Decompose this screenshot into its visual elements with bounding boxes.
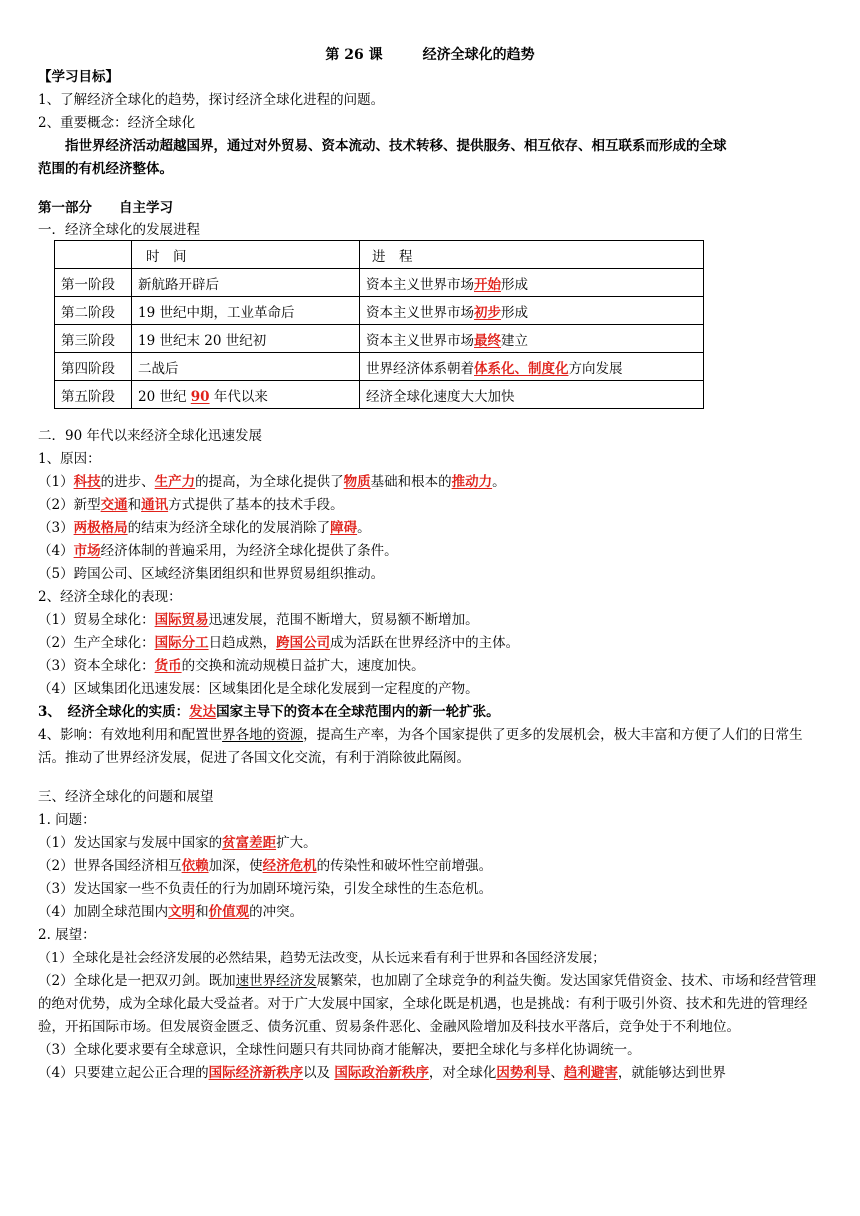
text-run: 世界经济体系朝着 — [366, 360, 474, 377]
text-run: 形成 — [501, 276, 528, 293]
keyword: 国际政治新秩序 — [334, 1065, 429, 1081]
reason-5: （5）跨国公司、区域经济集团组织和世界贸易组织推动。 — [38, 566, 385, 582]
table-header-cell: 时 间 — [132, 241, 360, 269]
essence-line — [38, 701, 822, 724]
text-run: 加深，使 — [208, 858, 263, 874]
text-run: 和 — [127, 497, 142, 513]
text-run: 年代以来 — [209, 388, 268, 405]
underlined-text: 速世界经济发 — [235, 973, 317, 989]
text-run: （2）生产全球化： — [38, 635, 155, 651]
outlook-3: （3）全球化要求要有全球意识，全球性问题只有共同协商才能解决，要把全球化与多样化协调统一。 — [38, 1042, 641, 1058]
keyword: 国际贸易 — [154, 612, 209, 628]
text-run: 3、 经济全球化的实质： — [38, 704, 190, 720]
stage-cell: 第一阶段 — [55, 269, 132, 297]
text-run: 新航路开辟后 — [138, 276, 219, 293]
manifest-3 — [38, 655, 822, 678]
outlook-2 — [38, 970, 822, 1039]
objective-item-2: 2、重要概念：经济全球化 — [38, 115, 196, 131]
text-run: 。 — [357, 520, 371, 536]
table-row — [55, 353, 704, 381]
text-run: 以及 — [303, 1065, 335, 1081]
keyword: 国际经济新秩序 — [208, 1065, 304, 1081]
table-header-cell: 进 程 — [360, 241, 704, 269]
time-cell — [132, 269, 360, 297]
process-cell — [360, 353, 704, 381]
keyword: 依赖 — [181, 858, 209, 874]
time-cell — [132, 381, 360, 409]
definition-line-2: 范围的有机经济整体。 — [38, 161, 173, 177]
text-run: （3）资本全球化： — [38, 658, 155, 674]
keyword: 生产力 — [154, 474, 196, 490]
keyword: 经济危机 — [262, 858, 317, 874]
text-run: 形成 — [501, 304, 528, 321]
text-run: 方式提供了基本的技术手段。 — [168, 497, 344, 513]
keyword: 价值观 — [208, 904, 250, 920]
time-cell — [132, 353, 360, 381]
time-cell — [132, 297, 360, 325]
problem-4 — [38, 901, 822, 924]
reason-1 — [38, 471, 822, 494]
text-run: 、 — [550, 1065, 564, 1081]
text-run: 资本主义世界市场 — [366, 304, 474, 321]
keyword: 物质 — [343, 474, 371, 490]
objective-item-1: 1、了解经济全球化的趋势，探讨经济全球化进程的问题。 — [38, 92, 385, 108]
keyword: 发达 — [189, 704, 217, 720]
section2-title: 二．90 年代以来经济全球化迅速发展 — [38, 428, 262, 444]
manifest-4: （4）区域集团化迅速发展：区域集团化是全球化发展到一定程度的产物。 — [38, 681, 479, 697]
time-cell — [132, 325, 360, 353]
stage-cell: 第二阶段 — [55, 297, 132, 325]
text-run: 的冲突。 — [249, 904, 304, 920]
text-run: 成为活跃在世界经济中的主体。 — [330, 635, 520, 651]
problems-heading: 1. 问题： — [38, 812, 96, 828]
text-run: ，提高生产率，为各个国家提供了更多的发展机会，极大丰富和方便了人们的日常生活。推动了世界经济发展，促进了各国文化交流，有利于消除彼此隔阂。 — [38, 727, 803, 766]
outlook-heading: 2. 展望： — [38, 927, 96, 943]
reasons-heading: 1、原因： — [38, 451, 101, 467]
text-run: 二战后 — [138, 360, 179, 377]
keyword: 货币 — [154, 658, 182, 674]
stage-cell: 第三阶段 — [55, 325, 132, 353]
table-row — [55, 381, 704, 409]
keyword: 国际分工 — [154, 635, 209, 651]
part1-label: 第一部分 — [38, 200, 92, 216]
lesson-number: 第 26 课 — [325, 47, 383, 63]
text-run: （1）发达国家与发展中国家的 — [38, 835, 223, 851]
text-run: 扩大。 — [276, 835, 317, 851]
keyword: 推动力 — [451, 474, 493, 490]
manifest-2 — [38, 632, 822, 655]
text-run: 19 世纪末 20 世纪初 — [138, 332, 267, 349]
text-run: （1）贸易全球化： — [38, 612, 155, 628]
page-title — [38, 44, 822, 66]
reason-2 — [38, 494, 822, 517]
text-run: ，就能够达到世界 — [617, 1065, 726, 1081]
table-row — [55, 297, 704, 325]
text-run: 的提高，为全球化提供了 — [195, 474, 344, 490]
text-run: 。 — [492, 474, 506, 490]
part1-sublabel: 自主学习 — [119, 200, 173, 216]
stage-cell: 第四阶段 — [55, 353, 132, 381]
text-run: 国家主导下的资本在全球范围内的新一轮扩张。 — [216, 704, 500, 720]
text-run: 资本主义世界市场 — [366, 332, 474, 349]
underlined-text: 界各地的资源 — [222, 727, 304, 743]
table-row — [55, 325, 704, 353]
stage-cell: 第五阶段 — [55, 381, 132, 409]
stages-table — [54, 240, 704, 409]
keyword: 交通 — [100, 497, 128, 513]
definition-line-1: 指世界经济活动超越国界，通过对外贸易、资本流动、技术转移、提供服务、相互依存、相互联系而形成的全球 — [65, 138, 727, 154]
process-cell — [360, 297, 704, 325]
reason-4 — [38, 540, 822, 563]
section1-title: 一．经济全球化的发展进程 — [38, 222, 200, 238]
table-header-row — [55, 241, 704, 269]
table-header-cell — [55, 241, 132, 269]
process-cell — [360, 269, 704, 297]
text-run: （2）新型 — [38, 497, 101, 513]
text-run: 的进步、 — [100, 474, 155, 490]
problem-3: （3）发达国家一些不负责任的行为加剧环境污染，引发全球性的生态危机。 — [38, 881, 493, 897]
text-run: 经济全球化速度大大加快 — [366, 388, 515, 405]
text-run: （4）只要建立起公正合理的 — [38, 1065, 209, 1081]
impact-paragraph — [38, 724, 822, 770]
keyword: 趋利避害 — [563, 1065, 618, 1081]
keyword: 贫富差距 — [222, 835, 277, 851]
outlook-1: （1）全球化是社会经济发展的必然结果，趋势无法改变，从长远来看有利于世界和各国经济发展； — [38, 951, 606, 966]
process-cell — [360, 325, 704, 353]
text-run: （3） — [38, 520, 74, 536]
text-run: 的传染性和破坏性空前增强。 — [316, 858, 493, 874]
keyword: 两极格局 — [73, 520, 128, 536]
process-cell — [360, 381, 704, 409]
keyword: 通讯 — [141, 497, 169, 513]
text-run: （2）全球化是一把双刃剑。既加 — [38, 973, 236, 989]
text-run: 19 世纪中期，工业革命后 — [138, 304, 295, 321]
text-run: ，对全球化 — [428, 1065, 497, 1081]
keyword: 初步 — [474, 304, 501, 321]
text-run: 的结束为经济全球化的发展消除了 — [127, 520, 331, 536]
text-run: 展繁荣，也加剧了全球竞争的利益失衡。发达国家凭借资金、技术、市场和经营管理的绝对优势，成为全球化最大受益者。对于广大发展中国家，全球化既是机遇，也是挑战：有利于吸引外资、技术和先进的管理经验，开拓国际市场。但发展资金匮乏、债务沉重、贸易条件恶化、金融风险增加及科技水平落后，竞争处于不利地位。 — [38, 973, 817, 1035]
text-run: （4）加剧全球范围内 — [38, 904, 169, 920]
text-run: （2）世界各国经济相互 — [38, 858, 182, 874]
section3-title: 三、经济全球化的问题和展望 — [38, 789, 214, 805]
text-run: 4、影响：有效地利用和配置世 — [38, 727, 223, 743]
manifest-heading: 2、经济全球化的表现： — [38, 589, 182, 605]
keyword: 因势利导 — [496, 1065, 551, 1081]
text-run: 20 世纪 — [138, 388, 191, 405]
reason-3 — [38, 517, 822, 540]
keyword: 90 — [190, 388, 210, 405]
problem-2 — [38, 855, 822, 878]
keyword: 体系化、制度化 — [474, 360, 569, 377]
text-run: 的交换和流动规模日益扩大，速度加快。 — [181, 658, 425, 674]
text-run: 日趋成熟， — [208, 635, 277, 651]
keyword: 障碍 — [330, 520, 358, 536]
part1-heading — [38, 197, 822, 220]
text-run: 资本主义世界市场 — [366, 276, 474, 293]
keyword: 跨国公司 — [276, 635, 331, 651]
document-page — [38, 44, 822, 1085]
keyword: 开始 — [474, 276, 501, 293]
text-run: 经济体制的普遍采用，为经济全球化提供了条件。 — [100, 543, 398, 559]
text-run: （1） — [38, 474, 74, 490]
text-run: 方向发展 — [568, 360, 623, 377]
keyword: 科技 — [73, 474, 101, 490]
text-run: （4） — [38, 543, 74, 559]
keyword: 市场 — [73, 543, 101, 559]
table-row — [55, 269, 704, 297]
text-run: 基础和根本的 — [370, 474, 452, 490]
text-run: 建立 — [501, 332, 528, 349]
objectives-heading: 【学习目标】 — [38, 69, 119, 85]
keyword: 最终 — [474, 332, 501, 349]
keyword: 文明 — [168, 904, 196, 920]
lesson-name: 经济全球化的趋势 — [422, 47, 535, 63]
text-run: 和 — [195, 904, 209, 920]
problem-1 — [38, 832, 822, 855]
text-run: 迅速发展，范围不断增大，贸易额不断增加。 — [208, 612, 479, 628]
manifest-1 — [38, 609, 822, 632]
outlook-4 — [38, 1062, 822, 1085]
